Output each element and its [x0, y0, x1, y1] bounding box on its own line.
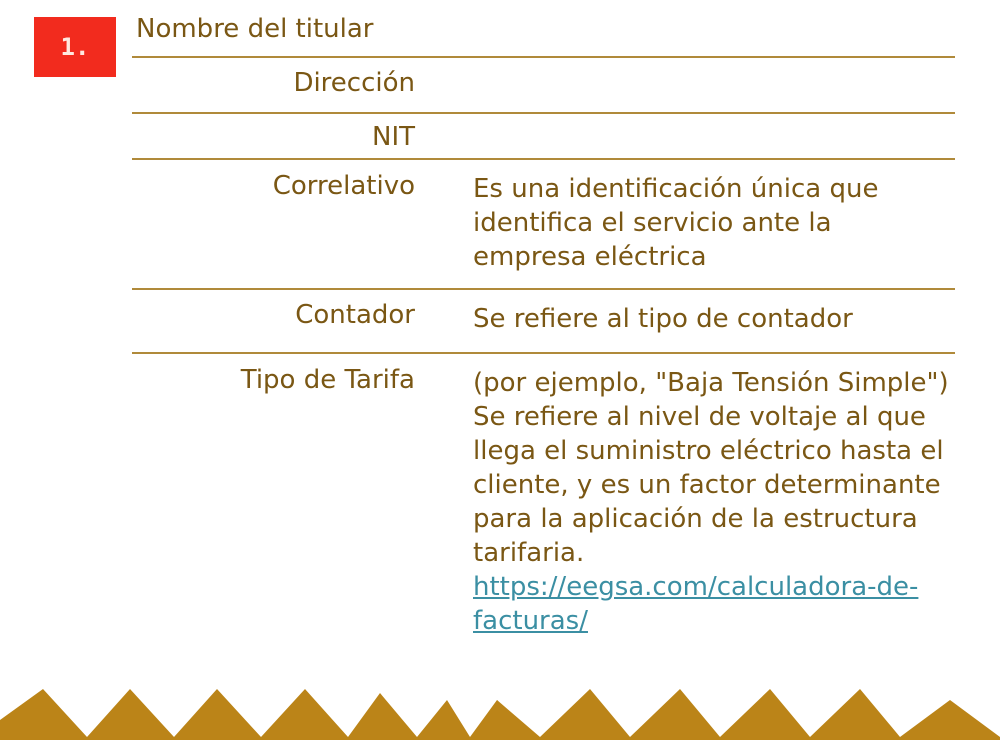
- desc-correlativo: Es una identificación única que identifica el servicio ante la empresa eléctrica: [473, 174, 879, 272]
- label-direccion: Dirección: [293, 68, 415, 98]
- calculator-link[interactable]: https://eegsa.com/calculadora-de-facturas/: [473, 572, 919, 636]
- label-contador: Contador: [295, 300, 415, 330]
- desc-contador: Se refiere al tipo de contador: [473, 304, 853, 334]
- step-number-badge: 1.: [34, 17, 116, 77]
- label-correlativo: Correlativo: [272, 171, 415, 201]
- label-nombre: Nombre del titular: [136, 14, 374, 44]
- desc-tipo-tarifa-text: (por ejemplo, "Baja Tensión Simple") Se refiere al nivel de voltaje al que llega el suministro eléctrico hasta el cliente, y es un factor determinante para la aplicación de la estructura tarifaria.: [473, 368, 949, 568]
- label-tipo-tarifa: Tipo de Tarifa: [240, 365, 415, 395]
- label-nit: NIT: [372, 122, 415, 152]
